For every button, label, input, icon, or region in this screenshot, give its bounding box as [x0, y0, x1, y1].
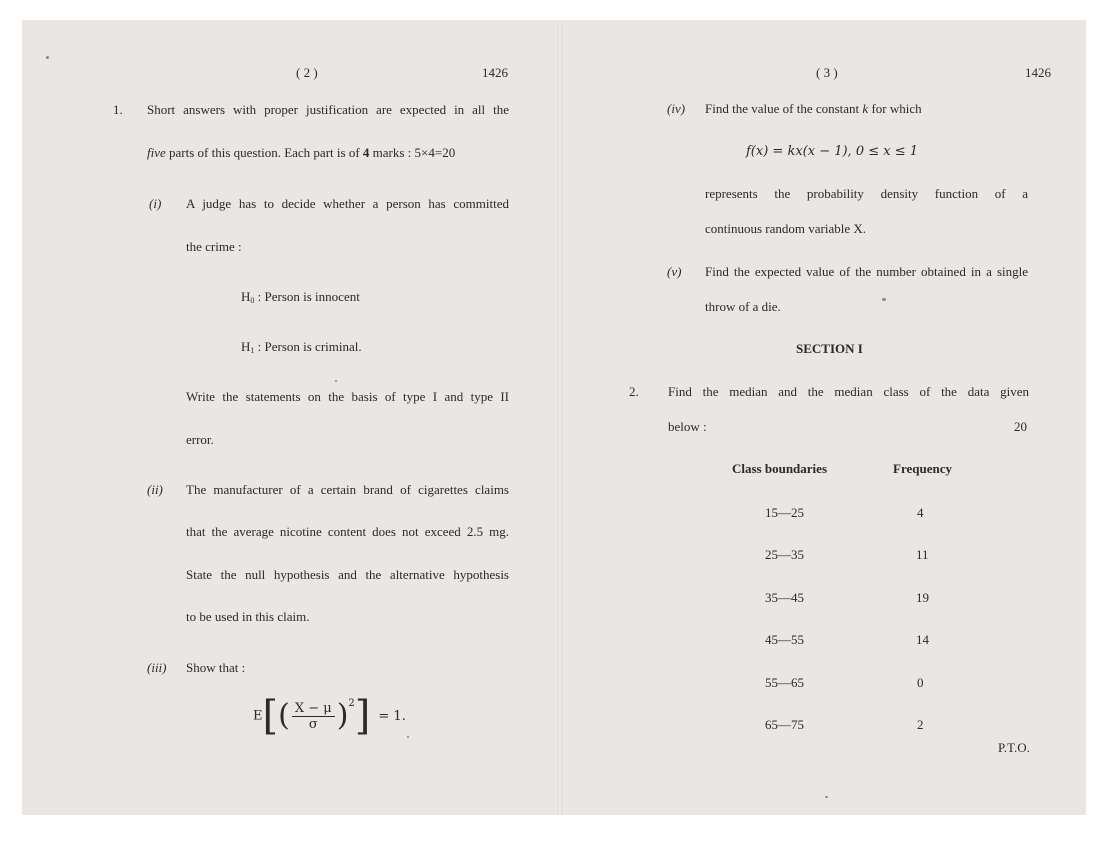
question-intro-line1: Short answers with proper justification are expected in all the	[147, 102, 509, 117]
constant-k: k	[862, 101, 869, 116]
table-row-class: 35—45	[765, 590, 804, 605]
table-row-class: 65—75	[765, 717, 804, 732]
table-row-class: 25—35	[765, 547, 804, 562]
marks-text: marks : 5×4=20	[369, 145, 456, 160]
page-number: ( 3 )	[816, 65, 838, 80]
h0-subscript: 0	[250, 296, 255, 305]
marks-bold: 4	[362, 145, 370, 160]
h0-text: : Person is innocent	[254, 289, 360, 304]
col-header-class: Class boundaries	[732, 461, 827, 476]
part-ii-line4: to be used in this claim.	[186, 609, 310, 624]
formula-rhs: = 1.	[378, 708, 406, 724]
left-square-bracket: [	[262, 693, 279, 739]
left-paren: (	[278, 698, 290, 733]
part-ii-line2: that the average nicotine content does not exceed 2.5 mg.	[186, 524, 509, 539]
table-row-class: 15—25	[765, 505, 804, 520]
right-page	[560, 20, 1086, 815]
table-row-freq: 4	[917, 505, 924, 520]
paper-speck	[882, 298, 886, 301]
section-heading: SECTION I	[796, 341, 863, 356]
question-number: 1.	[113, 102, 123, 117]
part-v-label: (v)	[667, 264, 682, 279]
formula-exponent: 2	[348, 698, 355, 709]
part-v-line2: throw of a die.	[705, 299, 781, 314]
question-2-marks: 20	[1014, 419, 1027, 434]
table-row-freq: 11	[916, 547, 929, 562]
part-ii-line3: State the null hypothesis and the alternative hypothesis	[186, 567, 509, 582]
question-2-line1: Find the median and the median class of the data given	[668, 384, 1029, 399]
left-page	[22, 20, 560, 815]
part-v-line1: Find the expected value of the number obtained in a single	[705, 264, 1028, 279]
pdf-formula: f(x) = kx(x − 1), 0 ≤ x ≤ 1	[746, 144, 919, 159]
paper-code: 1426	[482, 65, 508, 80]
paper-speck	[825, 796, 828, 798]
question-2-number: 2.	[629, 384, 639, 399]
h0-symbol: H	[241, 289, 251, 304]
paper-speck	[46, 56, 49, 59]
parts-text: parts of this question. Each part is of	[165, 145, 363, 160]
h1-text: : Person is criminal.	[254, 339, 362, 354]
hypothesis-h0	[241, 289, 360, 309]
paper-speck	[407, 736, 409, 738]
part-iv-line1	[705, 101, 922, 117]
five-text: five	[147, 145, 166, 160]
table-row-freq: 2	[917, 717, 924, 732]
fraction	[292, 701, 335, 732]
part-iv-text-end: for which	[868, 101, 922, 116]
table-row-class: 55—65	[765, 675, 804, 690]
paper-speck	[335, 380, 337, 382]
page-number: ( 2 )	[296, 65, 318, 80]
table-row-class: 45—55	[765, 632, 804, 647]
paper-code: 1426	[1025, 65, 1051, 80]
expectation-formula	[253, 693, 406, 739]
part-i-label: (i)	[149, 196, 162, 211]
part-ii-label: (ii)	[147, 482, 163, 497]
question-intro-line2	[147, 145, 455, 161]
hypothesis-h1	[241, 339, 362, 359]
part-i-line4: error.	[186, 432, 214, 447]
part-i-line3: Write the statements on the basis of type I and type II	[186, 389, 509, 404]
part-ii-line1: The manufacturer of a certain brand of cigarettes claims	[186, 482, 509, 497]
part-iv-line3: continuous random variable X.	[705, 221, 867, 236]
part-iv-line2: represents the probability density function of a	[705, 186, 1028, 201]
fraction-numerator: X − μ	[292, 701, 335, 717]
h1-subscript: 1	[250, 346, 255, 355]
part-i-line2: the crime :	[186, 239, 242, 254]
part-i-line1: A judge has to decide whether a person has committed	[186, 196, 509, 211]
question-2-line2: below :	[668, 419, 707, 434]
h1-symbol: H	[241, 339, 251, 354]
table-row-freq: 19	[916, 590, 929, 605]
part-iii-line1: Show that :	[186, 660, 246, 675]
exam-sheet	[22, 20, 1086, 815]
part-iv-text: Find the value of the constant	[705, 101, 863, 116]
fraction-denominator: σ	[308, 716, 318, 732]
col-header-frequency: Frequency	[893, 461, 952, 476]
right-paren: )	[336, 698, 349, 733]
pto-note: P.T.O.	[998, 740, 1030, 755]
part-iv-label: (iv)	[667, 101, 686, 116]
formula-E: E	[253, 708, 263, 724]
part-iii-label: (iii)	[147, 660, 167, 675]
table-row-freq: 0	[917, 675, 924, 690]
table-row-freq: 14	[916, 632, 929, 647]
right-square-bracket: ]	[354, 693, 371, 739]
